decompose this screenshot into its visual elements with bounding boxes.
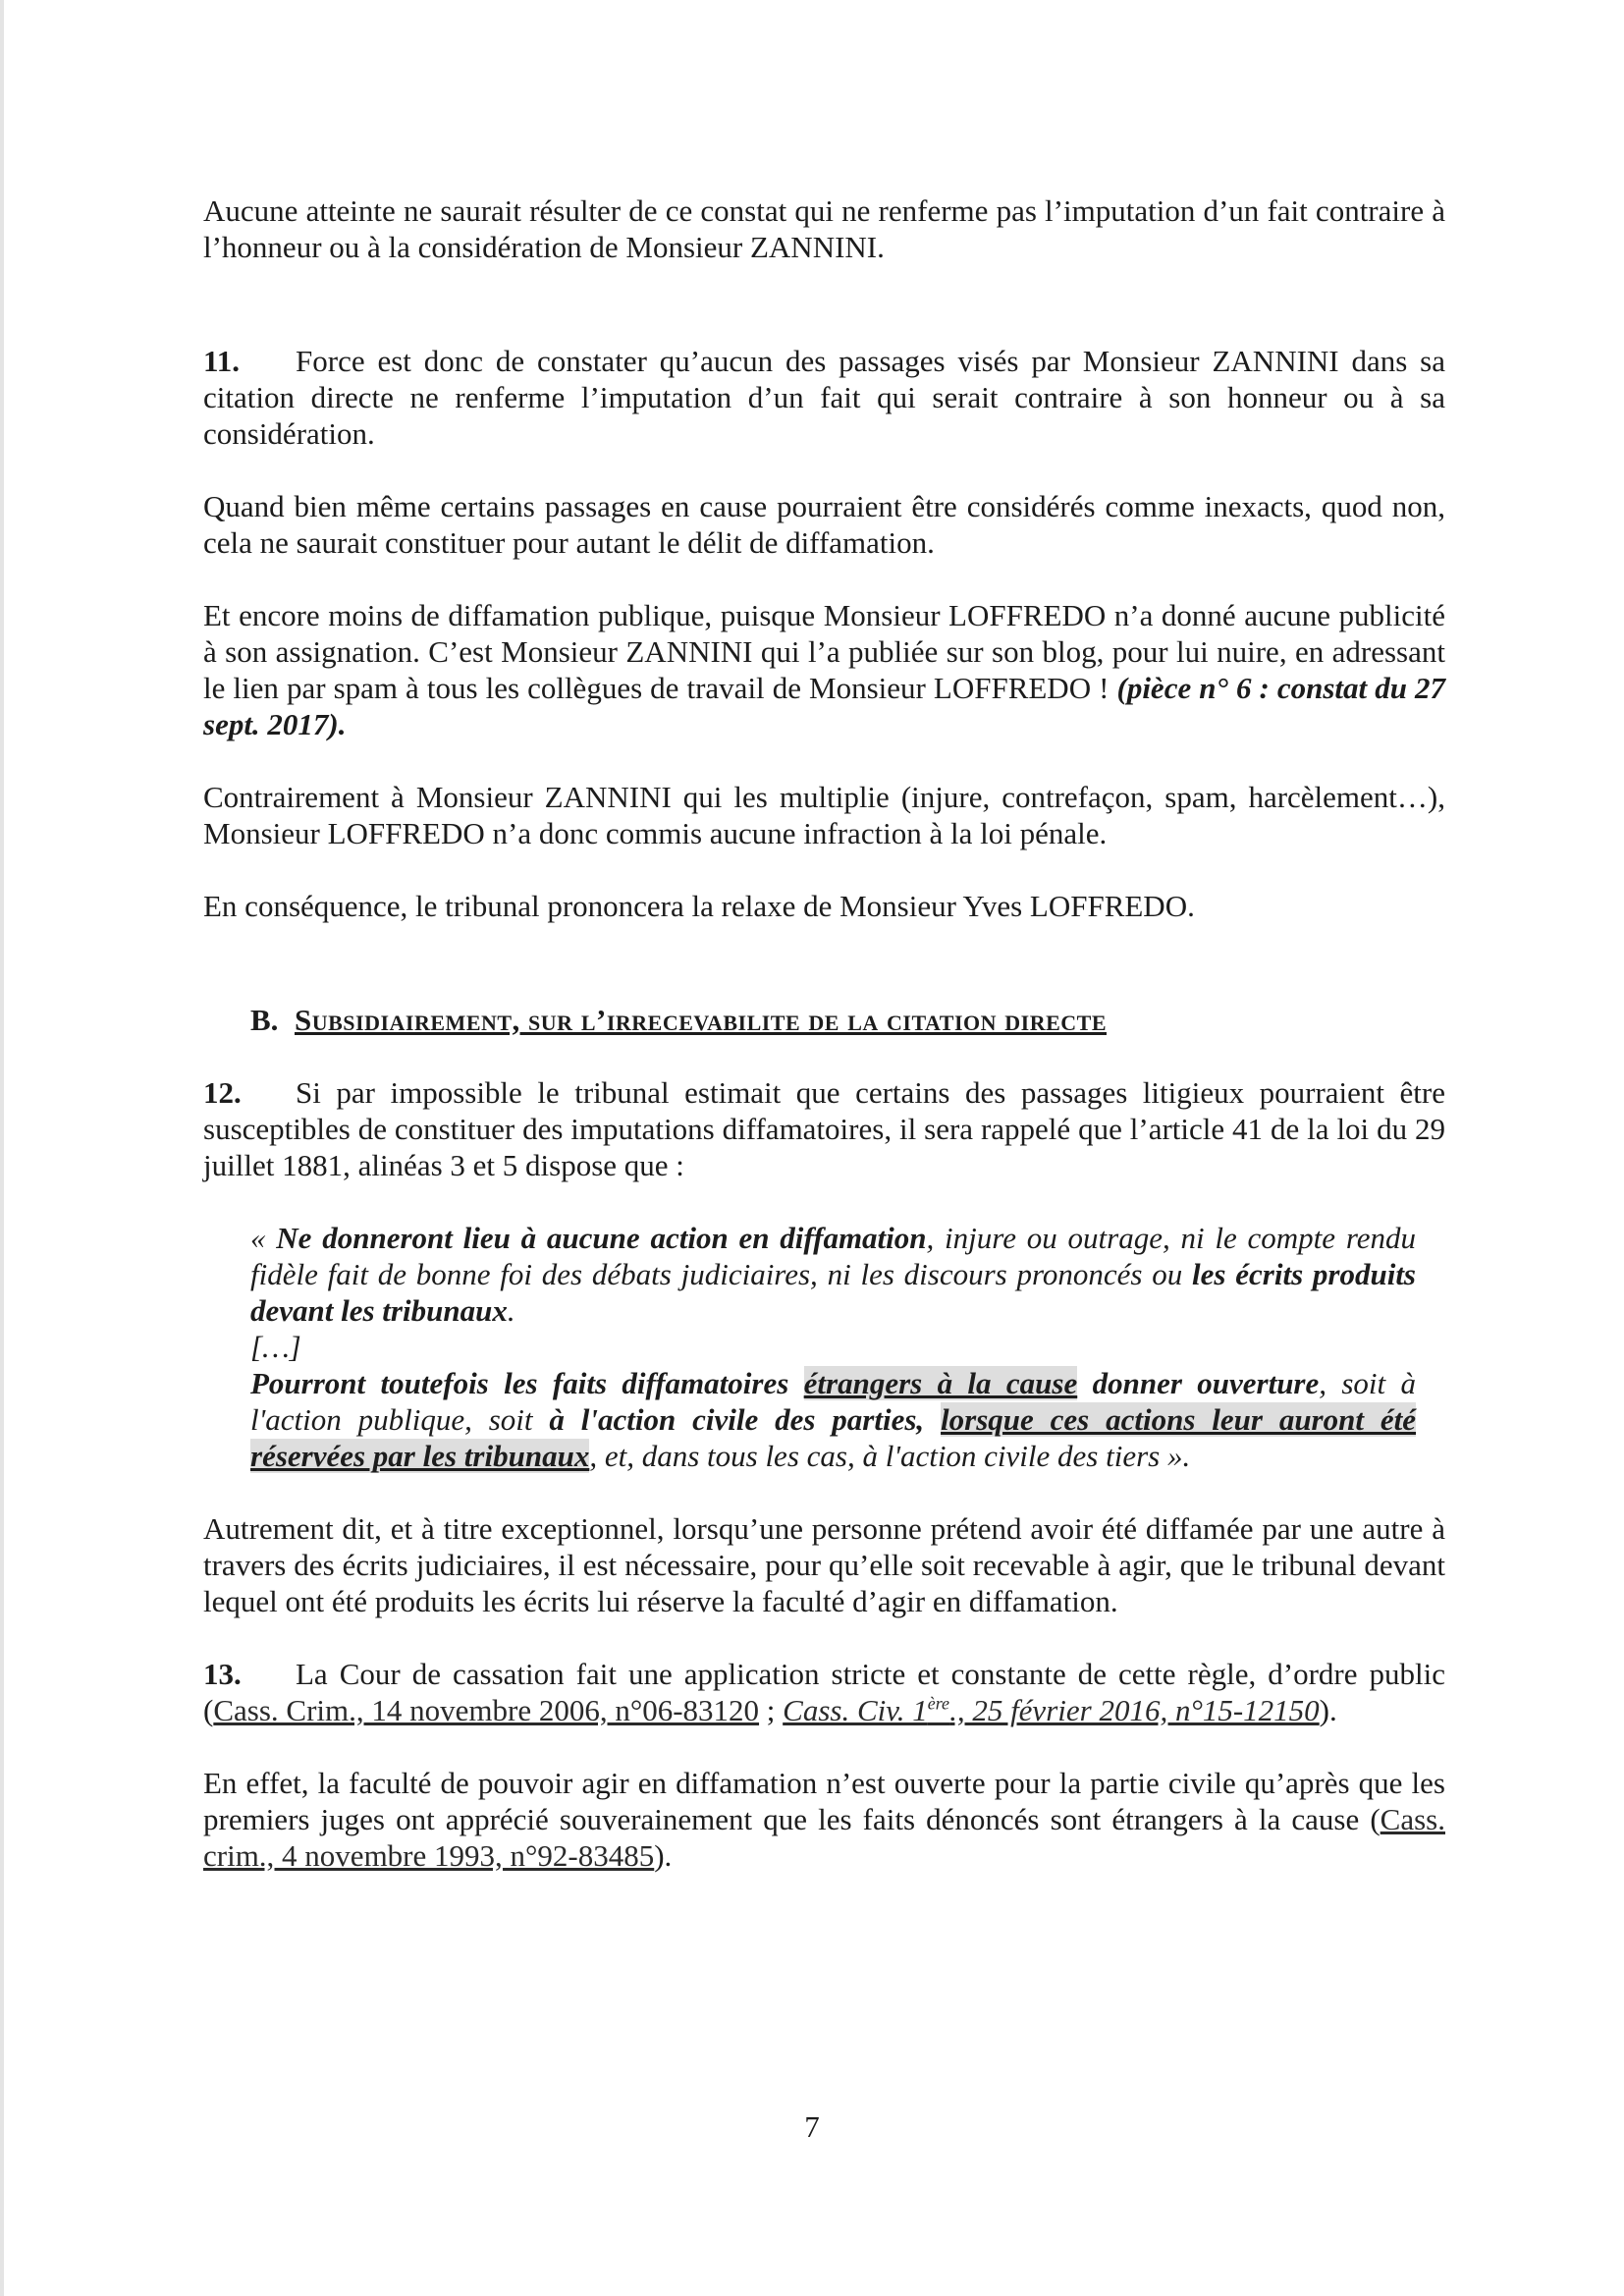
paragraph-number: 12. — [203, 1075, 242, 1110]
paragraph-effet-text: En effet, la faculté de pouvoir agir en diffamation n’est ouverte pour la partie civile qu’après que les premiers juges ont apprécié souverainement que les faits dénoncés sont étrangers à la cause ( — [203, 1766, 1445, 1836]
paragraph-encore-text: Et encore moins de diffamation publique, puisque Monsieur LOFFREDO n’a donné aucune publicité à son assignation. C’est Monsieur ZANNINI qui l’a publiée sur son blog, pour lui nuire, en adressant le lien par spam à tous les collègues de travail de Monsieur LOFFREDO ! — [203, 598, 1445, 705]
quote-text: , injure ou outrage, ni le compte rendu fidèle fait de bonne foi des débats judiciaires, ni les discours prononcés ou — [250, 1221, 1417, 1291]
paragraph-11 — [203, 343, 1445, 452]
case-citation — [783, 1693, 1320, 1727]
case-citation: Cass. Crim., 14 novembre 2006, n°06-83120 — [213, 1693, 760, 1727]
paragraph-12-text: Si par impossible le tribunal estimait que certains des passages litigieux pourraient être susceptibles de constituer des imputations diffamatoires, il sera rappelé que l’article 41 de la loi du 29 juillet 1881, alinéas 3 et 5 dispose que : — [203, 1075, 1445, 1182]
page-number: 7 — [804, 2109, 820, 2144]
page-edge — [0, 0, 4, 2296]
paragraph-contrairement-text: Contrairement à Monsieur ZANNINI qui les multiplie (injure, contrefaçon, spam, harcèlement…), Monsieur LOFFREDO n’a donc commis aucune infraction à la loi pénale. — [203, 780, 1445, 850]
paragraph-11-text: Force est donc de constater qu’aucun des passages visés par Monsieur ZANNINI dans sa citation directe ne renferme l’imputation d’un fait qui serait contraire à son honneur ou à sa considération. — [203, 344, 1445, 451]
paragraph-consequence — [203, 888, 1445, 924]
paragraph-contrairement — [203, 779, 1445, 851]
document-body — [203, 192, 1445, 1874]
paragraph-intro-text: Aucune atteinte ne saurait résulter de ce constat qui ne renferme pas l’imputation d’un fait contraire à l’honneur ou à la considération de Monsieur ZANNINI. — [203, 193, 1445, 264]
quote-bold: les écrits produits devant les tribunaux — [250, 1257, 1416, 1328]
quote-text: , soit à l'action publique, soit — [250, 1366, 1417, 1437]
quote-text: . — [507, 1293, 515, 1328]
quote-highlight: étrangers à la cause — [803, 1366, 1078, 1400]
citation-close: ). — [1319, 1693, 1337, 1727]
section-letter: B. — [250, 1003, 279, 1037]
case-citation-part: ., 25 février 2016, n°15-12150 — [949, 1693, 1320, 1727]
paragraph-13-text: La Cour de cassation fait une application stricte et constante de cette règle, d’ordre public ( — [203, 1657, 1445, 1727]
section-title: Subsidiairement, sur l’irrecevabilite de la citation directe — [295, 1003, 1107, 1037]
quote-ellipsis: […] — [250, 1330, 301, 1364]
case-citation-part: Cass. Civ. 1 — [783, 1693, 928, 1727]
piece-reference: (pièce n° 6 : constat du 27 sept. 2017). — [203, 671, 1445, 741]
quote-bold: Pourront toutefois les faits diffamatoires — [250, 1366, 804, 1400]
paragraph-number: 11. — [203, 344, 241, 378]
paragraph-12 — [203, 1074, 1445, 1183]
paragraph-autrement — [203, 1510, 1445, 1619]
paragraph-intro — [203, 192, 1445, 265]
paragraph-quand-text: Quand bien même certains passages en cause pourraient être considérés comme inexacts, quod non, cela ne saurait constituer pour autant le délit de diffamation. — [203, 489, 1445, 560]
paragraph-consequence-text: En conséquence, le tribunal prononcera la relaxe de Monsieur Yves LOFFREDO. — [203, 889, 1195, 923]
quote-bold: donner ouverture — [1077, 1366, 1320, 1400]
paragraph-effet — [203, 1765, 1445, 1874]
section-heading-b — [250, 1002, 1445, 1038]
quote-open-mark: « — [250, 1221, 277, 1255]
paragraph-13 — [203, 1656, 1445, 1728]
citation-separator: ; — [759, 1693, 784, 1727]
quote-bold: Ne donneront lieu à aucune action en diffamation — [276, 1221, 927, 1255]
superscript: ère — [927, 1693, 950, 1714]
paragraph-quand — [203, 488, 1445, 561]
quote-text: , et, dans tous les cas, à l'action civile des tiers ». — [589, 1439, 1191, 1473]
quote-alinea-5 — [250, 1365, 1416, 1474]
case-citation: Cass. crim., 4 novembre 1993, n°92-83485 — [203, 1802, 1445, 1873]
paragraph-autrement-text: Autrement dit, et à titre exceptionnel, lorsqu’une personne prétend avoir été diffamée par une autre à travers des écrits judiciaires, il est nécessaire, pour qu’elle soit recevable à agir, que le tribunal devant lequel ont été produits les écrits lui réserve la faculté d’agir en diffamation. — [203, 1511, 1445, 1618]
citation-close: ). — [654, 1838, 673, 1873]
paragraph-encore — [203, 597, 1445, 742]
paragraph-number: 13. — [203, 1657, 242, 1691]
quote-bold: à l'action civile des parties, — [549, 1402, 942, 1437]
article-41-quote — [250, 1220, 1416, 1474]
quote-highlight: lorsque ces actions leur auront été réservées par les tribunaux — [250, 1402, 1416, 1473]
quote-alinea-3 — [250, 1220, 1416, 1329]
